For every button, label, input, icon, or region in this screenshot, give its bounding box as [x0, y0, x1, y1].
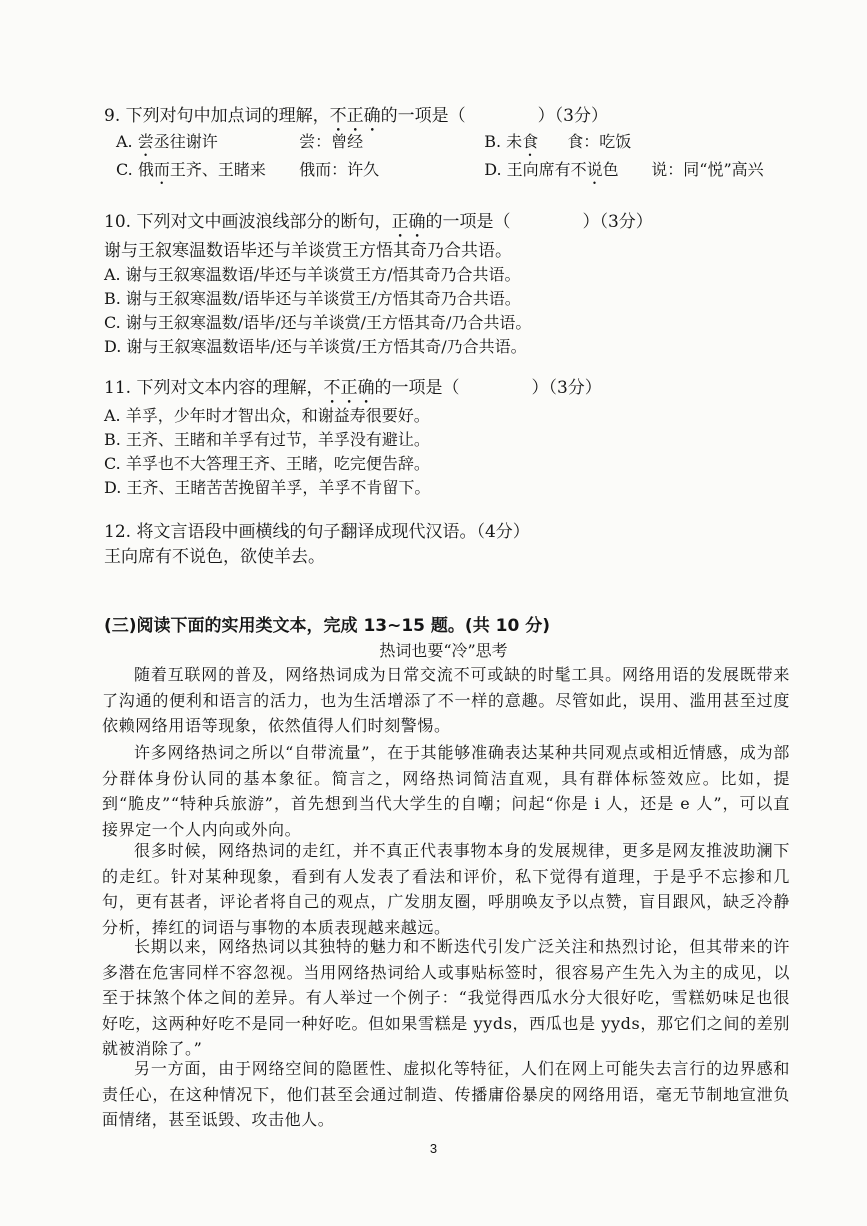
text: 丞往谢许	[153, 132, 218, 151]
text: D. 王向席有不	[484, 160, 587, 179]
question-10-passage: 谢与王叙寒温数语毕还与羊谈赏王方悟其奇乃合共语。	[104, 241, 512, 261]
question-10-option-c: C. 谢与王叙寒温数/语毕/还与羊谈赏/王方悟其奇/乃合共语。	[104, 313, 532, 332]
score-label: ）（3分）	[531, 378, 602, 398]
article-title: 热词也要“冷”思考	[379, 641, 508, 660]
question-12-stem: 12. 将文言语段中画横线的句子翻译成现代汉语。（4分）	[104, 522, 530, 542]
emphasis: 而	[153, 160, 170, 179]
article-paragraph-1: 随着互联网的普及，网络热词成为日常交流不可或缺的时髦工具。网络用语的发展既带来了沟通的便利和语言的活力，也为生活增添了不一样的意趣。尽管如此，误用、滥用甚至过度依赖网络用语等现象，依然值得人们时刻警惕。	[102, 665, 790, 735]
stem-end: 的一项是（	[380, 106, 466, 126]
q9-option-a-gloss: 尝：曾经	[299, 132, 364, 151]
question-10-option-b: B. 谢与王叙寒温数/语毕还与羊谈赏王/方悟其奇乃合共语。	[104, 289, 521, 308]
question-12-sentence: 王向席有不说色，欲使羊去。	[104, 547, 325, 567]
stem-emphasis: 不正确	[323, 378, 375, 398]
question-11-option-d: D. 王齐、王睹苦苦挽留羊孚，羊孚不肯留下。	[104, 478, 431, 497]
text: C. 俄	[116, 160, 154, 179]
q9-option-a-sentence	[116, 130, 294, 160]
score-label: ）（3分）	[537, 106, 608, 126]
question-10-stem	[104, 210, 653, 242]
section-3-title: (三)阅读下面的实用类文本，完成 13~15 题。(共 10 分)	[104, 616, 550, 636]
q9-option-c-gloss: 俄而：许久	[299, 160, 380, 179]
question-9-options-row1	[116, 130, 631, 160]
score-label: ）（3分）	[582, 212, 653, 232]
article-paragraph-3: 很多时候，网络热词的走红，并不真正代表事物本身的发展规律，更多是网友推波助澜下的走红。针对某种现象，看到有人发表了看法和评价，私下觉得有道理，于是乎不忘掺和几句，更有甚者，评论者将自己的观点，广发朋友圈，呼朋唤友予以点赞，盲目跟风，缺乏冷静分析，捧红的词语与事物的本质表现越来越远。	[102, 841, 790, 937]
emphasis: 说	[586, 160, 603, 179]
stem-text: 9. 下列对句中加点词的理解，	[104, 106, 330, 126]
article-paragraph-5: 另一方面，由于网络空间的隐匿性、虚拟化等特征，人们在网上可能失去言行的边界感和责任心，在这种情况下，他们甚至会通过制造、传播庸俗暴戾的网络用语，毫无节制地宣泄负面情绪，甚至诋毁、攻击他人。	[102, 1059, 790, 1129]
article-paragraph-4: 长期以来，网络热词以其独特的魅力和不断迭代引发广泛关注和热烈讨论，但其带来的许多潜在危害同样不容忽视。当用网络热词给人或事贴标签时，很容易产生先入为主的成见，以至于抹煞个体之间的差异。有人举过一个例子：“我觉得西瓜水分大很好吃，雪糕奶味足也很好吃，这两种好吃不是同一种好吃。但如果雪糕是 yyds，西瓜也是 yyds，那它们之间的差别就被消除了。”	[102, 937, 790, 1058]
article-paragraph-2: 许多网络热词之所以“自带流量”，在于其能够准确表达某种共同观点或相近情感，成为部分群体身份认同的基本象征。简言之，网络热词简洁直观，具有群体标签效应。比如，提到“脆皮”“特种兵旅游”，首先想到当代大学生的自嘲；问起“你是 i 人，还是 e 人”，可以直接界定一个人内向或外向。	[102, 743, 790, 839]
question-11-option-a: A. 羊孚，少年时才智出众，和谢益寿很要好。	[104, 406, 430, 425]
text: A.	[116, 132, 138, 151]
text: B. 未	[484, 132, 523, 151]
question-11-option-b: B. 王齐、王睹和羊孚有过节，羊孚没有避让。	[104, 430, 430, 449]
stem-end: 的一项是（	[374, 378, 460, 398]
text: 色	[602, 160, 619, 179]
emphasis: 尝	[137, 132, 154, 151]
q9-option-b-sentence	[484, 130, 562, 160]
stem-end: 的一项是（	[425, 212, 511, 232]
question-9-options-row2	[116, 158, 764, 188]
text: 王齐、王睹来	[169, 160, 266, 179]
stem-text: 11. 下列对文本内容的理解，	[104, 378, 324, 398]
stem-emphasis: 不正确	[329, 106, 381, 126]
q9-option-b-gloss: 食：吃饭	[567, 132, 632, 151]
q9-option-c-sentence	[116, 158, 294, 188]
emphasis: 食	[522, 132, 539, 151]
stem-text: 10. 下列对文中画波浪线部分的断句，	[104, 212, 392, 232]
question-10-option-a: A. 谢与王叙寒温数语/毕还与羊谈赏王方/悟其奇乃合共语。	[104, 265, 521, 284]
question-10-option-d: D. 谢与王叙寒温数语毕/还与羊谈赏/王方悟其奇/乃合共语。	[104, 337, 527, 356]
q9-option-d-gloss: 说：同“悦”高兴	[651, 160, 764, 179]
question-11-stem	[104, 376, 602, 408]
page-number: 3	[429, 1141, 438, 1156]
question-11-option-c: C. 羊孚也不大答理王齐、王睹，吃完便告辞。	[104, 454, 430, 473]
stem-emphasis: 正确	[391, 212, 426, 232]
q9-option-d-sentence	[484, 158, 646, 188]
